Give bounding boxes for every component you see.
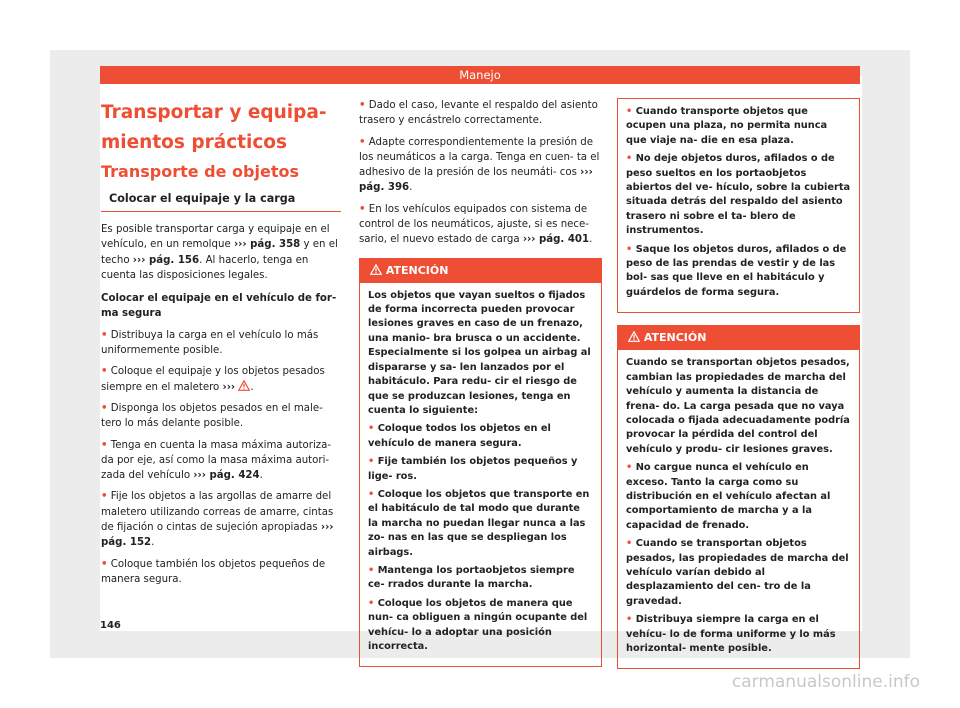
warning-triangle-icon	[628, 331, 640, 342]
warning-item: • Cuando se transportan objetos pesados, las propiedades de marcha del vehículo varían debido al desplazamiento del cen- tro de la gravedad.	[626, 538, 849, 607]
warning-item: • Saque los objetos duros, afilados o de peso de las prendas de vestir y de las bol- sas que lleve en el habitáculo y guárdelos de forma segura.	[626, 243, 847, 298]
list-item: • Coloque el equipaje y los objetos pesados siempre en el maletero ››› .	[101, 366, 325, 393]
list-item: • Adapte correspondientemente la presión de los neumáticos a la carga. Tenga en cuen- ta el adhesivo de la presión de los neumáti- cos ››› pág. 396.	[359, 136, 600, 194]
warning-item: • No deje objetos duros, afilados o de peso sueltos en los portaobjetos abiertos del ve- hículo, sobre la cubierta situada detrás del respaldo del asiento trasero ni sobre el ta- blero de instrumentos.	[626, 153, 851, 237]
warning-item: • Fije también los objetos pequeños y lige- ros.	[368, 456, 578, 482]
warning-continuation-box	[617, 98, 860, 313]
warning-intro: Cuando se transportan objetos pesados, cambian las propiedades de marcha del vehículo y aumenta la distancia de frena- do. La carga pesada que no vaya colocada o fijada adecuadamente podría provocar la pérdida del control del vehículo y produ- cir lesiones graves.	[626, 357, 850, 455]
page-ref-link[interactable]: ››› pág. 152	[101, 522, 334, 549]
warning-body	[618, 350, 859, 668]
list-item: • Coloque también los objetos pequeños de manera segura.	[101, 558, 326, 585]
warning-body	[360, 283, 601, 667]
list-item: • Tenga en cuenta la masa máxima autoriza- da por eje, así como la masa máxima autori- zada del vehículo ››› pág. 424.	[101, 439, 332, 482]
warning-item: • No cargue nunca el vehículo en exceso. Tanto la carga como su distribución en el vehículo afectan al comportamiento de marcha y a la capacidad de frenado.	[626, 462, 831, 531]
section-title: Transporte de objetos	[101, 162, 299, 181]
page-ref-link[interactable]: ››› pág. 401	[522, 234, 590, 246]
warning-item: • Mantenga los portaobjetos siempre ce- rrados durante la marcha.	[368, 564, 575, 591]
list-item: • Disponga los objetos pesados en el male- tero lo más delante posible.	[101, 402, 323, 430]
list-item: • Fije los objetos a las argollas de amarre del maletero utilizando correas de amarre, cintas de fijación o cintas de sujeción apropiadas ››› pág. 152.	[101, 491, 334, 549]
page-ref-link[interactable]: ››› pág. 424	[193, 470, 260, 482]
page-ref-link[interactable]: ››› pág. 396	[359, 167, 593, 194]
column-3	[617, 98, 860, 669]
warning-header	[360, 259, 601, 283]
column-2	[359, 98, 602, 667]
page-ref-link[interactable]: ››› pág. 156	[132, 254, 200, 266]
subsection-heading: Colocar el equipaje y la carga	[101, 190, 341, 212]
list-item: • Distribuya la carga en el vehículo lo más uniformemente posible.	[101, 329, 319, 357]
warning-item: • Distribuya siempre la carga en el vehícu- lo de forma uniforme y lo más horizontal- mente posible.	[626, 614, 836, 654]
warning-item: • Coloque todos los objetos en el vehículo de manera segura.	[368, 423, 551, 449]
warning-header	[618, 326, 859, 350]
list-item: • Dado el caso, levante el respaldo del asiento trasero y encástrelo correctamente.	[359, 100, 598, 127]
warning-triangle-icon	[370, 264, 382, 275]
watermark: carmanualsonline.info	[731, 672, 920, 692]
page-ref-link[interactable]: ›››	[222, 381, 236, 393]
warning-item: • Coloque los objetos de manera que nun- ca obliguen a ningún ocupante del vehícu- lo a adoptar una posición incorrecta.	[368, 597, 588, 653]
warning-item: • Cuando transporte objetos que ocupen una plaza, no permita nunca que viaje na- die en esa plaza.	[626, 106, 828, 146]
bold-heading: Colocar el equipaje en el vehículo de for- ma segura	[101, 293, 337, 320]
intro-paragraph: Es posible transportar carga y equipaje en el vehículo, en un remolque ››› pág. 358 y en el techo ››› pág. 156. Al hacerlo, tenga en cuenta las disposiciones legales.	[101, 224, 338, 281]
warning-triangle-icon	[238, 380, 250, 391]
page-title: Transportar y equipa- mientos prácticos	[101, 102, 327, 153]
section-header: Manejo	[100, 66, 860, 84]
warning-intro: Los objetos que vayan sueltos o fijados de forma incorrecta pueden provocar lesiones graves en caso de un frenazo, una manio- bra brusca o un accidente. Especialmente si los golpea un airbag al dispararse y sa- len lanzados por el habitáculo. Para redu- cir el riesgo de que se produzcan lesiones, tenga en cuenta lo siguiente:	[368, 289, 591, 416]
warning-box	[617, 325, 860, 669]
warning-title: ATENCIÓN	[385, 263, 449, 277]
warning-box	[359, 258, 602, 668]
column-1	[101, 98, 341, 593]
warning-title: ATENCIÓN	[643, 331, 707, 345]
page-number: 146	[100, 620, 121, 631]
warning-item: • Coloque los objetos que transporte en el habitáculo de tal modo que durante la marcha no puedan llegar nunca a las zo- nas en las que se despliegan los airbags.	[368, 488, 590, 558]
page-ref-link[interactable]: ››› pág. 358	[233, 239, 301, 251]
list-item: • En los vehículos equipados con sistema de control de los neumáticos, ajuste, si es nece- sario, el nuevo estado de carga ››› pág. 401.	[359, 203, 593, 246]
